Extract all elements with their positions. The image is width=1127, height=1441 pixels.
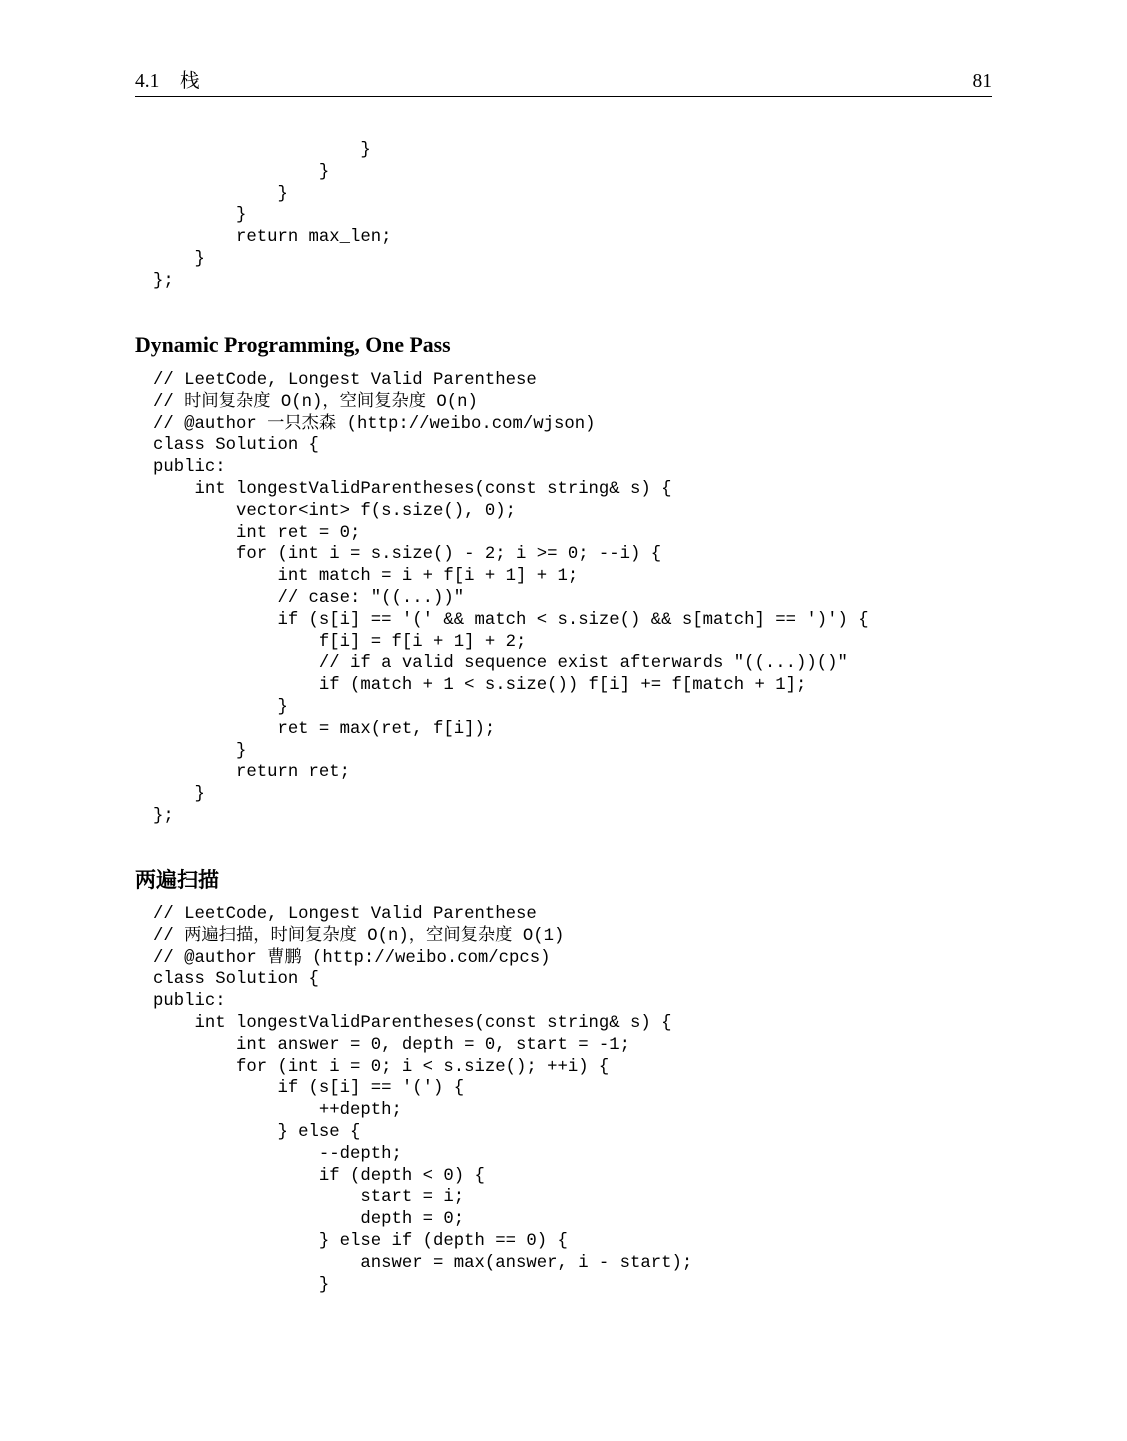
code-line: start = i; [153, 1188, 465, 1208]
header-rule [135, 96, 992, 97]
code-line: ++depth; [153, 1101, 402, 1121]
code-line: f[i] = f[i + 1] + 2; [153, 632, 527, 652]
code-line: } [153, 162, 330, 182]
code-line: } else { [153, 1122, 361, 1142]
page-number: 81 [972, 71, 992, 92]
code-line: }; [153, 271, 174, 291]
code-line: // @author 曹鹏 (http://weibo.com/cpcs) [153, 948, 551, 968]
code-line: if (match + 1 < s.size()) f[i] += f[match + 1]; [153, 676, 807, 696]
code-line: if (s[i] == '(') { [153, 1079, 465, 1099]
code-line: for (int i = s.size() - 2; i >= 0; --i) { [153, 545, 662, 565]
code-line: if (s[i] == '(' && match < s.size() && s[match] == ')') { [153, 610, 869, 630]
code-line: } [153, 184, 288, 204]
code-line: // 两遍扫描，时间复杂度 O(n)，空间复杂度 O(1) [153, 926, 565, 946]
code-line: if (depth < 0) { [153, 1166, 485, 1186]
code-line: class Solution { [153, 970, 319, 990]
code-line: }; [153, 806, 174, 826]
code-line: } [153, 1275, 330, 1295]
code-line: ret = max(ret, f[i]); [153, 719, 496, 739]
code-line: return max_len; [153, 228, 392, 248]
code-line: // LeetCode, Longest Valid Parenthese [153, 371, 537, 390]
code-line: public: [153, 992, 226, 1012]
code-line: } [153, 249, 205, 269]
code-block-dynamic-programming [153, 370, 869, 828]
code-line: } [153, 697, 288, 717]
section-heading-two-pass: 两遍扫描 [135, 868, 219, 892]
section-number: 4.1 [135, 71, 160, 92]
code-line: vector<int> f(s.size(), 0); [153, 501, 516, 521]
code-line: int match = i + f[i + 1] + 1; [153, 567, 579, 587]
code-block-two-pass [153, 904, 692, 1296]
code-line: --depth; [153, 1144, 402, 1164]
section-heading-dynamic-programming: Dynamic Programming, One Pass [135, 333, 451, 357]
code-line: for (int i = 0; i < s.size(); ++i) { [153, 1057, 610, 1077]
code-line: // case: "((...))" [153, 588, 465, 608]
code-line: } [153, 141, 371, 160]
code-line: } else if (depth == 0) { [153, 1231, 568, 1251]
code-line: depth = 0; [153, 1210, 465, 1230]
code-line: int longestValidParentheses(const string& s) { [153, 1013, 672, 1033]
code-line: // 时间复杂度 O(n)，空间复杂度 O(n) [153, 392, 478, 412]
code-line: } [153, 206, 247, 226]
code-line: // LeetCode, Longest Valid Parenthese [153, 905, 537, 924]
code-line: public: [153, 458, 226, 478]
code-line: // if a valid sequence exist afterwards "((...))()" [153, 654, 848, 674]
code-line: int ret = 0; [153, 523, 361, 543]
code-line: return ret; [153, 763, 351, 783]
code-block-continued [153, 140, 392, 293]
code-line: class Solution { [153, 436, 319, 456]
code-line: } [153, 785, 205, 805]
code-line: int answer = 0, depth = 0, start = -1; [153, 1035, 631, 1055]
code-line: // @author 一只杰森 (http://weibo.com/wjson) [153, 414, 596, 434]
section-title: 栈 [180, 71, 200, 92]
code-line: } [153, 741, 247, 761]
running-header [135, 70, 992, 94]
code-line: int longestValidParentheses(const string& s) { [153, 479, 672, 499]
code-line: answer = max(answer, i - start); [153, 1253, 693, 1273]
